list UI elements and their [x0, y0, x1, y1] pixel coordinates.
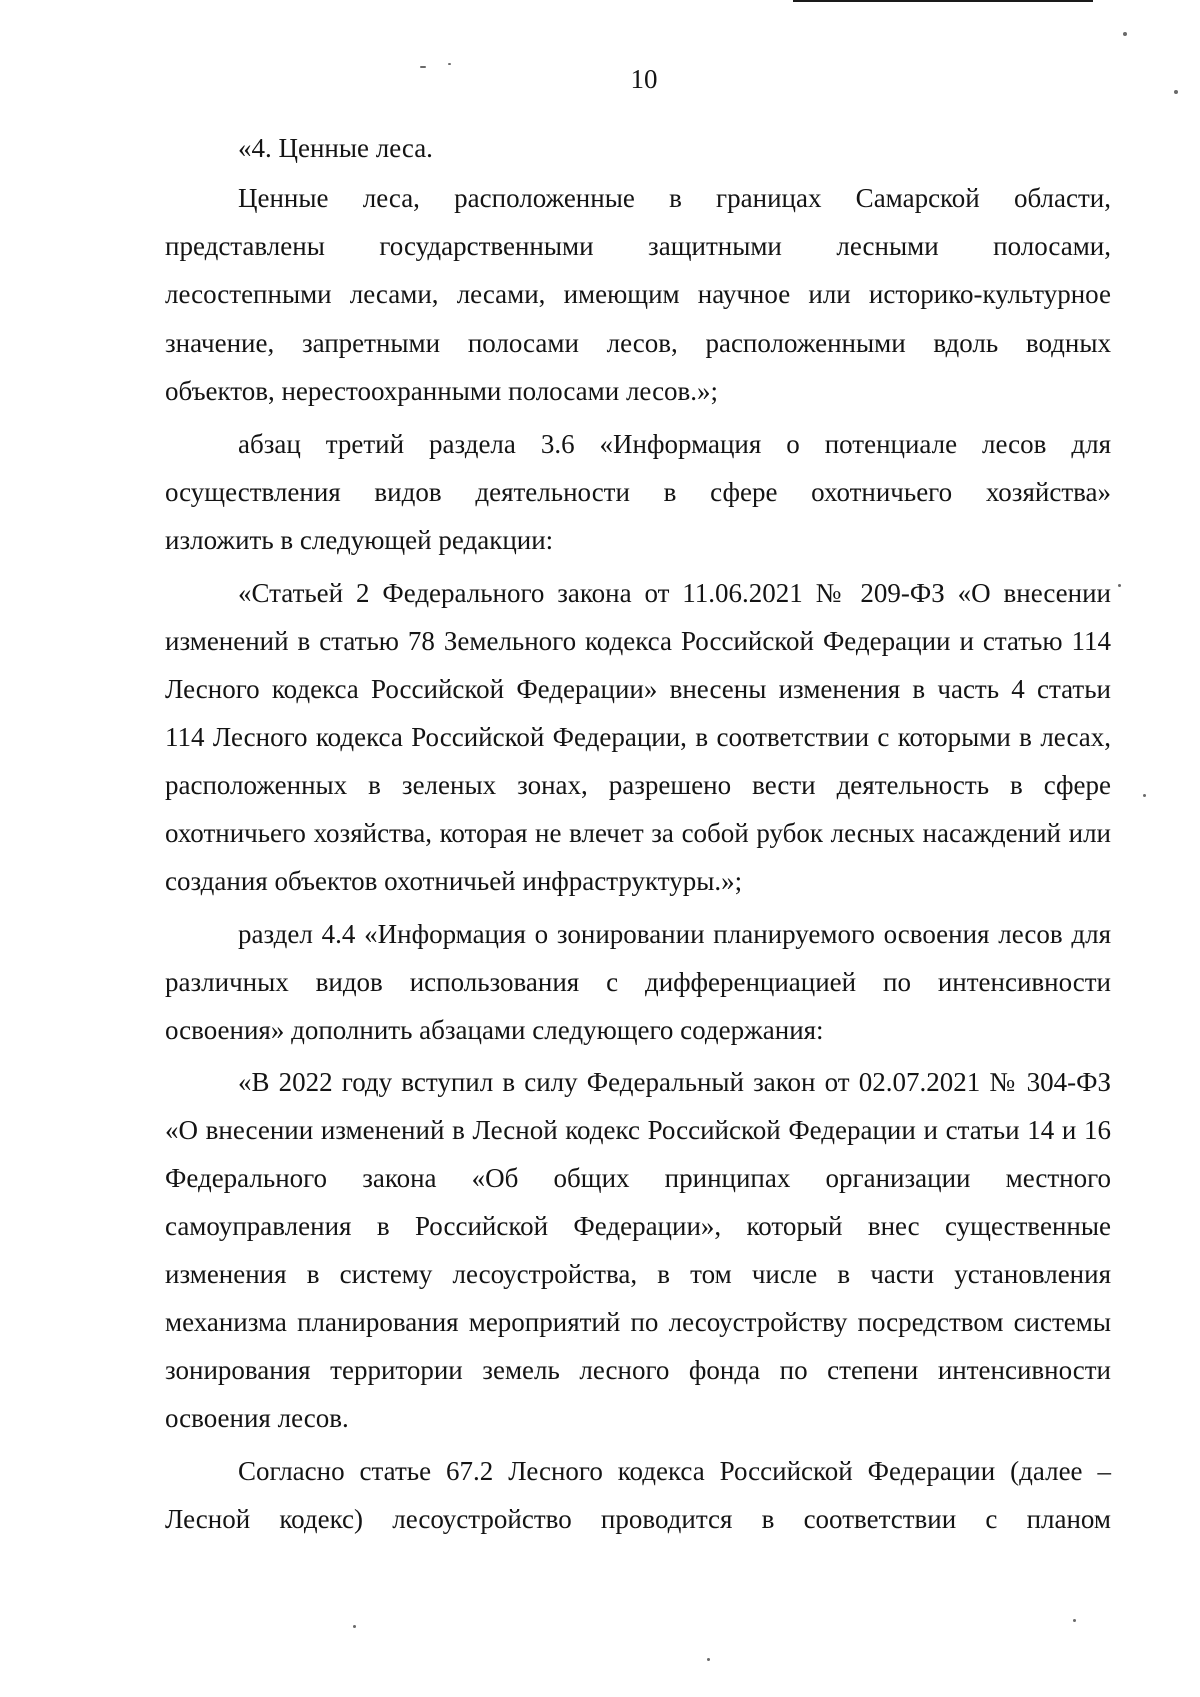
scan-speck [1073, 1619, 1076, 1622]
page-number: 10 [630, 64, 658, 94]
text-line: охотничьего хозяйства, которая не влечет за собой рубок лесных насаждений или [165, 818, 1111, 848]
scan-speck [1174, 90, 1178, 94]
text-line: освоения» дополнить абзацами следующего содержания: [165, 1015, 824, 1045]
text-line: изменения в систему лесоустройства, в том числе в части установления [165, 1259, 1111, 1289]
text-line: осуществления видов деятельности в сфере охотничьего хозяйства» [165, 477, 1111, 507]
text-line: 114 Лесного кодекса Российской Федерации, в соответствии с которыми в лесах, [165, 722, 1111, 752]
text-line: Лесного кодекса Российской Федерации» внесены изменения в часть 4 статьи [165, 674, 1111, 704]
text-line: Федерального закона «Об общих принципах организации местного [165, 1163, 1111, 1193]
text-line: освоения лесов. [165, 1403, 349, 1433]
scan-speck [448, 63, 451, 65]
text-line: лесостепными лесами, лесами, имеющим научное или историко-культурное [165, 279, 1111, 309]
text-line: абзац третий раздела 3.6 «Информация о потенциале лесов для [238, 429, 1111, 459]
scan-speck [420, 66, 426, 68]
text-line: объектов, нерестоохранными полосами лесов.»; [165, 376, 719, 406]
scan-speck [707, 1658, 710, 1661]
top-edge-rule [793, 0, 1093, 2]
text-line: создания объектов охотничьей инфраструктуры.»; [165, 866, 743, 896]
text-line: «Статьей 2 Федерального закона от 11.06.2021 № 209-ФЗ «О внесении [238, 578, 1111, 608]
text-line: различных видов использования с дифференциацией по интенсивности [165, 967, 1111, 997]
scan-speck [1143, 794, 1146, 797]
text-line: «В 2022 году вступил в силу Федеральный закон от 02.07.2021 № 304-ФЗ [238, 1067, 1111, 1097]
text-line: самоуправления в Российской Федерации», который внес существенные [165, 1211, 1111, 1241]
text-line: изложить в следующей редакции: [165, 525, 554, 555]
text-line: Лесной кодекс) лесоустройство проводится в соответствии с планом [165, 1504, 1111, 1534]
scan-speck [1123, 32, 1127, 36]
text-line: значение, запретными полосами лесов, расположенными вдоль водных [165, 328, 1111, 358]
scan-speck [1118, 584, 1121, 587]
text-line: Ценные леса, расположенные в границах Самарской области, [238, 183, 1111, 213]
text-line: механизма планирования мероприятий по лесоустройству посредством системы [165, 1307, 1111, 1337]
text-line: зонирования территории земель лесного фонда по степени интенсивности [165, 1355, 1111, 1385]
scan-speck [353, 1625, 356, 1628]
text-line: расположенных в зеленых зонах, разрешено вести деятельность в сфере [165, 770, 1111, 800]
text-line: представлены государственными защитными лесными полосами, [165, 231, 1111, 261]
text-line: Согласно статье 67.2 Лесного кодекса Российской Федерации (далее – [238, 1456, 1111, 1486]
text-line: раздел 4.4 «Информация о зонировании планируемого освоения лесов для [238, 919, 1111, 949]
text-line: «О внесении изменений в Лесной кодекс Российской Федерации и статьи 14 и 16 [165, 1115, 1111, 1145]
text-line: «4. Ценные леса. [238, 133, 433, 163]
text-line: изменений в статью 78 Земельного кодекса Российской Федерации и статью 114 [165, 626, 1111, 656]
